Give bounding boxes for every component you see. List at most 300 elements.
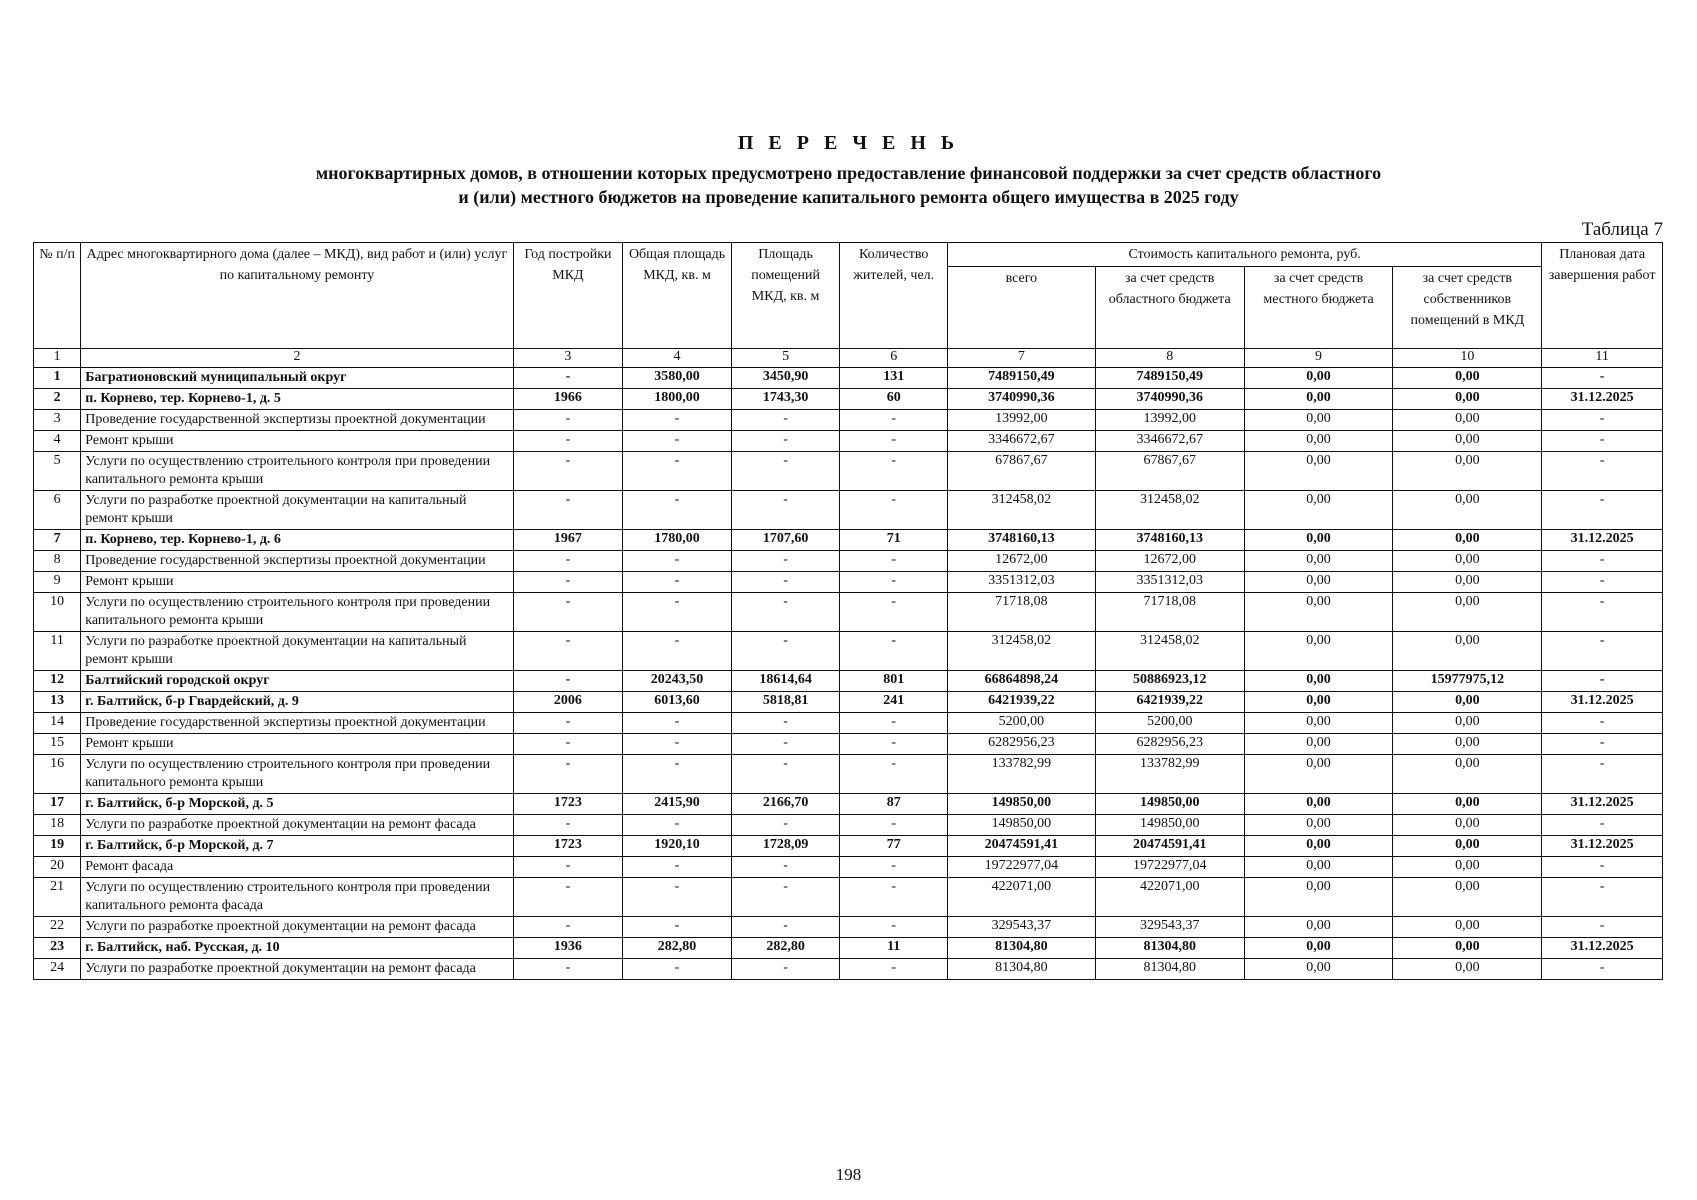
row-premises-area: -: [731, 959, 840, 980]
row-total-area: -: [623, 878, 732, 917]
row-cost-owners: 0,00: [1393, 755, 1542, 794]
row-cost-total: 422071,00: [948, 878, 1096, 917]
row-residents: -: [840, 959, 948, 980]
row-number: 19: [34, 836, 81, 857]
row-year: -: [513, 491, 623, 530]
row-number: 20: [34, 857, 81, 878]
row-year: -: [513, 878, 623, 917]
row-description: Услуги по разработке проектной документации на капитальный ремонт крыши: [81, 632, 513, 671]
column-number: 1: [34, 349, 81, 368]
row-cost-local: 0,00: [1244, 530, 1393, 551]
table-row: [34, 692, 1663, 713]
table-row: [34, 572, 1663, 593]
column-number: 8: [1095, 349, 1244, 368]
row-number: 6: [34, 491, 81, 530]
row-year: -: [513, 632, 623, 671]
row-residents: 77: [840, 836, 948, 857]
column-number: 7: [948, 349, 1096, 368]
row-cost-local: 0,00: [1244, 917, 1393, 938]
row-cost-regional: 329543,37: [1095, 917, 1244, 938]
row-year: -: [513, 593, 623, 632]
row-description: г. Балтийск, б-р Гвардейский, д. 9: [81, 692, 513, 713]
row-cost-regional: 149850,00: [1095, 794, 1244, 815]
table-row: [34, 755, 1663, 794]
column-number: 5: [731, 349, 840, 368]
table-row: [34, 491, 1663, 530]
row-cost-owners: 0,00: [1393, 815, 1542, 836]
table-row: [34, 389, 1663, 410]
row-cost-owners: 0,00: [1393, 389, 1542, 410]
row-cost-owners: 0,00: [1393, 410, 1542, 431]
row-year: -: [513, 857, 623, 878]
row-cost-local: 0,00: [1244, 692, 1393, 713]
row-year: -: [513, 572, 623, 593]
row-cost-total: 12672,00: [948, 551, 1096, 572]
row-total-area: -: [623, 713, 732, 734]
row-total-area: 1800,00: [623, 389, 732, 410]
row-premises-area: 2166,70: [731, 794, 840, 815]
table-row: [34, 836, 1663, 857]
row-number: 2: [34, 389, 81, 410]
row-cost-regional: 422071,00: [1095, 878, 1244, 917]
row-cost-regional: 3748160,13: [1095, 530, 1244, 551]
row-premises-area: 1707,60: [731, 530, 840, 551]
column-number: 4: [623, 349, 732, 368]
row-total-area: 1920,10: [623, 836, 732, 857]
row-cost-local: 0,00: [1244, 938, 1393, 959]
row-description: Услуги по разработке проектной документации на ремонт фасада: [81, 959, 513, 980]
row-year: -: [513, 410, 623, 431]
table-row: [34, 593, 1663, 632]
row-premises-area: -: [731, 593, 840, 632]
row-cost-total: 312458,02: [948, 491, 1096, 530]
row-cost-local: 0,00: [1244, 734, 1393, 755]
row-year: 1936: [513, 938, 623, 959]
row-year: -: [513, 431, 623, 452]
row-description: Проведение государственной экспертизы проектной документации: [81, 713, 513, 734]
row-residents: -: [840, 878, 948, 917]
row-year: -: [513, 671, 623, 692]
row-total-area: 2415,90: [623, 794, 732, 815]
row-planned-date: -: [1542, 857, 1663, 878]
row-cost-local: 0,00: [1244, 431, 1393, 452]
row-cost-regional: 71718,08: [1095, 593, 1244, 632]
row-cost-regional: 81304,80: [1095, 959, 1244, 980]
row-cost-owners: 0,00: [1393, 794, 1542, 815]
row-residents: 801: [840, 671, 948, 692]
row-number: 16: [34, 755, 81, 794]
row-cost-owners: 0,00: [1393, 632, 1542, 671]
row-cost-local: 0,00: [1244, 410, 1393, 431]
row-number: 9: [34, 572, 81, 593]
row-description: Проведение государственной экспертизы проектной документации: [81, 410, 513, 431]
row-premises-area: -: [731, 632, 840, 671]
row-cost-total: 5200,00: [948, 713, 1096, 734]
row-cost-owners: 0,00: [1393, 491, 1542, 530]
page-number: 198: [835, 1165, 862, 1184]
row-cost-local: 0,00: [1244, 755, 1393, 794]
row-cost-regional: 149850,00: [1095, 815, 1244, 836]
header-cost-regional: за счет средств областного бюджета: [1095, 267, 1244, 349]
table-row: [34, 857, 1663, 878]
row-cost-local: 0,00: [1244, 593, 1393, 632]
header-cost-total: всего: [948, 267, 1096, 349]
row-year: 1723: [513, 836, 623, 857]
row-total-area: -: [623, 551, 732, 572]
row-description: Услуги по осуществлению строительного контроля при проведении капитального ремонта фасада: [81, 878, 513, 917]
row-cost-local: 0,00: [1244, 671, 1393, 692]
row-cost-total: 81304,80: [948, 938, 1096, 959]
row-cost-total: 66864898,24: [948, 671, 1096, 692]
header-residents: Количество жителей, чел.: [840, 243, 948, 349]
row-cost-regional: 6282956,23: [1095, 734, 1244, 755]
header-row-1: [34, 243, 1663, 267]
row-cost-regional: 20474591,41: [1095, 836, 1244, 857]
row-premises-area: -: [731, 755, 840, 794]
row-cost-regional: 3351312,03: [1095, 572, 1244, 593]
row-planned-date: 31.12.2025: [1542, 389, 1663, 410]
table-row: [34, 734, 1663, 755]
row-residents: -: [840, 713, 948, 734]
row-premises-area: 5818,81: [731, 692, 840, 713]
row-total-area: -: [623, 917, 732, 938]
row-cost-owners: 0,00: [1393, 857, 1542, 878]
row-year: -: [513, 734, 623, 755]
row-residents: 60: [840, 389, 948, 410]
row-planned-date: -: [1542, 572, 1663, 593]
table-row: [34, 410, 1663, 431]
row-residents: 87: [840, 794, 948, 815]
row-planned-date: -: [1542, 878, 1663, 917]
subtitle-line-1: многоквартирных домов, в отношении которых предусмотрено предоставление финансовой поддержки за счет средств областного: [315, 163, 1382, 183]
table-caption: Таблица 7: [1581, 219, 1663, 240]
row-residents: -: [840, 410, 948, 431]
row-number: 23: [34, 938, 81, 959]
row-residents: 11: [840, 938, 948, 959]
row-total-area: 6013,60: [623, 692, 732, 713]
row-cost-local: 0,00: [1244, 572, 1393, 593]
header-premises-area: Площадь помещений МКД, кв. м: [731, 243, 840, 349]
row-premises-area: -: [731, 917, 840, 938]
row-number: 3: [34, 410, 81, 431]
row-year: -: [513, 551, 623, 572]
row-year: 1723: [513, 794, 623, 815]
document-subtitle: [0, 161, 1697, 209]
row-total-area: -: [623, 593, 732, 632]
row-planned-date: -: [1542, 917, 1663, 938]
row-number: 15: [34, 734, 81, 755]
row-cost-owners: 0,00: [1393, 734, 1542, 755]
row-premises-area: -: [731, 431, 840, 452]
row-planned-date: -: [1542, 713, 1663, 734]
row-cost-total: 3351312,03: [948, 572, 1096, 593]
header-total-area: Общая площадь МКД, кв. м: [623, 243, 732, 349]
row-total-area: -: [623, 491, 732, 530]
buildings-table: [33, 242, 1663, 980]
row-cost-local: 0,00: [1244, 794, 1393, 815]
row-description: п. Корнево, тер. Корнево-1, д. 6: [81, 530, 513, 551]
row-premises-area: -: [731, 452, 840, 491]
row-planned-date: -: [1542, 431, 1663, 452]
row-cost-regional: 13992,00: [1095, 410, 1244, 431]
row-total-area: -: [623, 755, 732, 794]
row-planned-date: 31.12.2025: [1542, 692, 1663, 713]
row-residents: 131: [840, 368, 948, 389]
row-premises-area: -: [731, 713, 840, 734]
row-premises-area: -: [731, 551, 840, 572]
row-number: 21: [34, 878, 81, 917]
row-total-area: -: [623, 572, 732, 593]
row-total-area: 3580,00: [623, 368, 732, 389]
row-total-area: 282,80: [623, 938, 732, 959]
row-cost-regional: 312458,02: [1095, 632, 1244, 671]
row-cost-local: 0,00: [1244, 368, 1393, 389]
header-address: Адрес многоквартирного дома (далее – МКД), вид работ и (или) услуг по капитальному ремонту: [81, 243, 513, 349]
row-year: 1966: [513, 389, 623, 410]
row-residents: 241: [840, 692, 948, 713]
row-cost-total: 81304,80: [948, 959, 1096, 980]
row-cost-total: 20474591,41: [948, 836, 1096, 857]
row-description: Ремонт крыши: [81, 572, 513, 593]
row-year: -: [513, 815, 623, 836]
table-row: [34, 632, 1663, 671]
row-cost-local: 0,00: [1244, 836, 1393, 857]
row-cost-total: 71718,08: [948, 593, 1096, 632]
row-number: 4: [34, 431, 81, 452]
row-residents: -: [840, 551, 948, 572]
row-planned-date: -: [1542, 632, 1663, 671]
row-total-area: -: [623, 431, 732, 452]
row-cost-regional: 5200,00: [1095, 713, 1244, 734]
row-number: 8: [34, 551, 81, 572]
row-number: 13: [34, 692, 81, 713]
row-cost-owners: 0,00: [1393, 431, 1542, 452]
row-cost-owners: 0,00: [1393, 452, 1542, 491]
document-title: П Е Р Е Ч Е Н Ь: [737, 132, 960, 154]
row-planned-date: -: [1542, 755, 1663, 794]
row-cost-owners: 0,00: [1393, 368, 1542, 389]
row-planned-date: 31.12.2025: [1542, 794, 1663, 815]
row-planned-date: -: [1542, 410, 1663, 431]
row-planned-date: -: [1542, 368, 1663, 389]
subtitle-line-2: и (или) местного бюджетов на проведение капитального ремонта общего имущества в 2025 году: [458, 187, 1239, 207]
row-description: Проведение государственной экспертизы проектной документации: [81, 551, 513, 572]
row-planned-date: -: [1542, 959, 1663, 980]
row-residents: -: [840, 593, 948, 632]
row-cost-owners: 0,00: [1393, 530, 1542, 551]
row-cost-total: 19722977,04: [948, 857, 1096, 878]
row-cost-local: 0,00: [1244, 713, 1393, 734]
row-residents: -: [840, 857, 948, 878]
table-body: [34, 368, 1663, 980]
table-row: [34, 794, 1663, 815]
row-description: Балтийский городской округ: [81, 671, 513, 692]
column-number: 10: [1393, 349, 1542, 368]
row-cost-total: 149850,00: [948, 794, 1096, 815]
column-number: 9: [1244, 349, 1393, 368]
row-cost-regional: 3740990,36: [1095, 389, 1244, 410]
table-row: [34, 431, 1663, 452]
row-premises-area: 282,80: [731, 938, 840, 959]
row-number: 12: [34, 671, 81, 692]
row-description: Услуги по осуществлению строительного контроля при проведении капитального ремонта крыши: [81, 593, 513, 632]
row-number: 7: [34, 530, 81, 551]
column-number: 3: [513, 349, 623, 368]
row-total-area: -: [623, 632, 732, 671]
row-description: Услуги по осуществлению строительного контроля при проведении капитального ремонта крыши: [81, 452, 513, 491]
header-cost-local: за счет средств местного бюджета: [1244, 267, 1393, 349]
row-residents: -: [840, 572, 948, 593]
row-cost-owners: 0,00: [1393, 593, 1542, 632]
row-cost-regional: 19722977,04: [1095, 857, 1244, 878]
row-planned-date: -: [1542, 452, 1663, 491]
row-planned-date: 31.12.2025: [1542, 836, 1663, 857]
table-row: [34, 368, 1663, 389]
row-cost-regional: 133782,99: [1095, 755, 1244, 794]
row-number: 17: [34, 794, 81, 815]
row-cost-total: 7489150,49: [948, 368, 1096, 389]
row-year: 2006: [513, 692, 623, 713]
table-row: [34, 917, 1663, 938]
row-year: -: [513, 713, 623, 734]
row-planned-date: -: [1542, 671, 1663, 692]
row-cost-owners: 0,00: [1393, 692, 1542, 713]
row-residents: -: [840, 452, 948, 491]
row-number: 14: [34, 713, 81, 734]
header-cost-group: Стоимость капитального ремонта, руб.: [948, 243, 1542, 267]
table-row: [34, 713, 1663, 734]
row-total-area: -: [623, 734, 732, 755]
row-residents: -: [840, 491, 948, 530]
row-premises-area: -: [731, 572, 840, 593]
row-residents: 71: [840, 530, 948, 551]
table-row: [34, 959, 1663, 980]
row-cost-owners: 0,00: [1393, 836, 1542, 857]
table-row: [34, 671, 1663, 692]
row-cost-local: 0,00: [1244, 632, 1393, 671]
row-cost-regional: 7489150,49: [1095, 368, 1244, 389]
row-cost-regional: 12672,00: [1095, 551, 1244, 572]
header-num: № п/п: [34, 243, 81, 349]
row-cost-local: 0,00: [1244, 959, 1393, 980]
row-residents: -: [840, 632, 948, 671]
row-description: п. Корнево, тер. Корнево-1, д. 5: [81, 389, 513, 410]
row-planned-date: -: [1542, 815, 1663, 836]
row-planned-date: -: [1542, 593, 1663, 632]
row-number: 24: [34, 959, 81, 980]
row-residents: -: [840, 815, 948, 836]
row-cost-owners: 0,00: [1393, 572, 1542, 593]
row-cost-total: 3740990,36: [948, 389, 1096, 410]
row-planned-date: -: [1542, 491, 1663, 530]
row-year: 1967: [513, 530, 623, 551]
row-description: Услуги по разработке проектной документации на ремонт фасада: [81, 815, 513, 836]
row-cost-owners: 0,00: [1393, 917, 1542, 938]
row-cost-owners: 0,00: [1393, 878, 1542, 917]
row-number: 10: [34, 593, 81, 632]
row-residents: -: [840, 755, 948, 794]
row-cost-total: 6282956,23: [948, 734, 1096, 755]
row-premises-area: -: [731, 815, 840, 836]
row-description: Услуги по разработке проектной документации на капитальный ремонт крыши: [81, 491, 513, 530]
table-row: [34, 815, 1663, 836]
row-description: Ремонт фасада: [81, 857, 513, 878]
row-premises-area: -: [731, 734, 840, 755]
row-premises-area: -: [731, 410, 840, 431]
row-cost-regional: 81304,80: [1095, 938, 1244, 959]
table-row: [34, 530, 1663, 551]
row-number: 5: [34, 452, 81, 491]
header-cost-owners: за счет средств собственников помещений в МКД: [1393, 267, 1542, 349]
row-cost-owners: 0,00: [1393, 938, 1542, 959]
row-total-area: -: [623, 857, 732, 878]
row-cost-total: 133782,99: [948, 755, 1096, 794]
row-cost-local: 0,00: [1244, 452, 1393, 491]
row-description: г. Балтийск, б-р Морской, д. 5: [81, 794, 513, 815]
table-row: [34, 452, 1663, 491]
row-number: 18: [34, 815, 81, 836]
row-cost-owners: 0,00: [1393, 551, 1542, 572]
row-cost-total: 329543,37: [948, 917, 1096, 938]
row-cost-owners: 0,00: [1393, 959, 1542, 980]
row-year: -: [513, 755, 623, 794]
row-cost-owners: 0,00: [1393, 713, 1542, 734]
row-cost-regional: 312458,02: [1095, 491, 1244, 530]
row-number: 1: [34, 368, 81, 389]
row-cost-total: 67867,67: [948, 452, 1096, 491]
row-premises-area: -: [731, 878, 840, 917]
row-cost-regional: 3346672,67: [1095, 431, 1244, 452]
row-cost-local: 0,00: [1244, 389, 1393, 410]
row-planned-date: 31.12.2025: [1542, 530, 1663, 551]
row-year: -: [513, 959, 623, 980]
row-total-area: -: [623, 410, 732, 431]
row-total-area: 20243,50: [623, 671, 732, 692]
row-cost-local: 0,00: [1244, 857, 1393, 878]
row-total-area: -: [623, 815, 732, 836]
row-premises-area: 1743,30: [731, 389, 840, 410]
row-total-area: -: [623, 452, 732, 491]
row-total-area: 1780,00: [623, 530, 732, 551]
row-residents: -: [840, 431, 948, 452]
row-description: Ремонт крыши: [81, 431, 513, 452]
row-year: -: [513, 368, 623, 389]
row-planned-date: 31.12.2025: [1542, 938, 1663, 959]
row-year: -: [513, 917, 623, 938]
row-description: Услуги по осуществлению строительного контроля при проведении капитального ремонта крыши: [81, 755, 513, 794]
row-description: г. Балтийск, б-р Морской, д. 7: [81, 836, 513, 857]
row-cost-total: 312458,02: [948, 632, 1096, 671]
column-number: 11: [1542, 349, 1663, 368]
table-row: [34, 938, 1663, 959]
row-description: Ремонт крыши: [81, 734, 513, 755]
row-cost-total: 3346672,67: [948, 431, 1096, 452]
row-description: Услуги по разработке проектной документации на ремонт фасада: [81, 917, 513, 938]
table-row: [34, 878, 1663, 917]
row-residents: -: [840, 734, 948, 755]
row-premises-area: 1728,09: [731, 836, 840, 857]
column-number: 2: [81, 349, 513, 368]
row-year: -: [513, 452, 623, 491]
row-cost-total: 149850,00: [948, 815, 1096, 836]
row-premises-area: -: [731, 857, 840, 878]
row-cost-total: 13992,00: [948, 410, 1096, 431]
row-residents: -: [840, 917, 948, 938]
row-premises-area: 18614,64: [731, 671, 840, 692]
row-planned-date: -: [1542, 551, 1663, 572]
column-numbers-row: [34, 349, 1663, 368]
header-planned-date: Плановая дата завершения работ: [1542, 243, 1663, 349]
